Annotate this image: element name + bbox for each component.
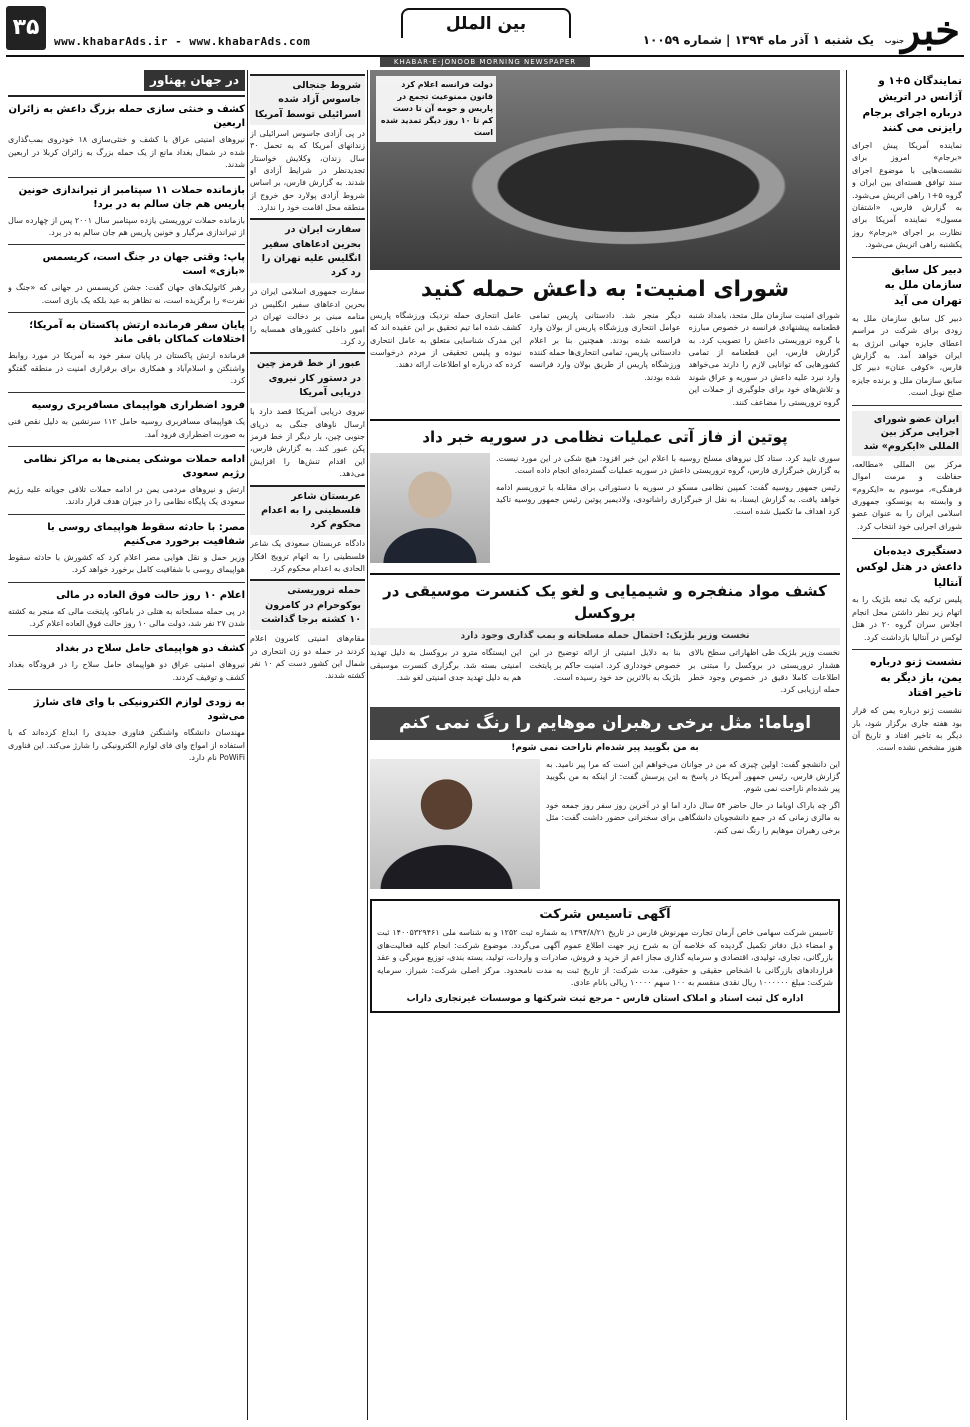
divider (8, 514, 245, 515)
brief-body: بازمانده حملات تروریستی یازده سپتامبر سال ۲۰۰۱ پس از چهارده سال از تیراندازی مرگبار و خونین پاریس هم جان سالم به در برد. (8, 215, 245, 237)
divider (8, 582, 245, 583)
list-item (8, 251, 245, 313)
brief-body: نیروهای امنیتی عراق دو هواپیمای حامل سلاح را در فرودگاه بغداد کشف و توقیف کردند. (8, 660, 245, 682)
article-body: این دانشجو گفت: اولین چیزی که من در جوانان می‌خواهم این است که مرا پیر نامید. به گزارش فارس، رئیس جمهور آمریکا در پاسخ به این پرسش گفت: از اینکه به من بگویید پیر شده‌ام ناراحت نمی شوم. (546, 759, 840, 794)
article-body: نماینده آمریکا پیش اجرای «برجام» امروز برای نشست‌هایی با موضوع اجرای سند توافق هسته‌ای بین ایران و گروه ۵+۱ راهی اتریش می‌شود. به گزارش فارس، «اشتفان مسول» نماینده آمریکا برای نظارت بر اجرای «برجام» روز یکشنبه راهی اتریش می‌شود. (852, 141, 962, 250)
article-headline[interactable]: عربستان شاعر فلسطینی را به اعدام محکوم کرد (250, 485, 365, 536)
brief-headline[interactable]: کشف و خنثی سازی حمله بزرگ داعش به زائران اربعین (8, 104, 245, 130)
brief-body: در پی حمله مسلحانه به هتلی در باماکو، پایتخت مالی که منجر به کشته شدن ۲۷ نفر شد، دولت مالی ۱۰ روز حالت فوق العاده اعلام کرد. (8, 606, 245, 629)
divider (8, 244, 245, 245)
brief-body: ارتش و نیروهای مردمی یمن در ادامه حملات تلافی جویانه علیه رژیم سعودی یک پایگاه نظامی را در جیزان هدف قرار دادند. (8, 485, 245, 507)
divider (8, 635, 245, 636)
article-body: دبیر کل سابق سازمان ملل به زودی برای شرکت در مراسم اعطای جایزه جهانی انرژی به ایران خواهد آمد. به گزارش فارس، «کوفی عنان» دبیر کل سابق سازمان ملل و برنده جایزه صلح نوبل است. (852, 313, 962, 398)
putin-photo (370, 453, 490, 563)
photo-caption: دولت فرانسه اعلام کرد قانون ممنوعیت تجمع در پاریس و حومه آن تا دست کم تا ۱۰ روز دیگر تمدید شده است (376, 76, 496, 142)
article-body: مرکز بین المللی «مطالعه، حفاظت و مرمت اموال فرهنگی»، موسوم به «ایکروم» و وابسته به یونسکو، جمهوری اسلامی ایران را به عنوان عضو شورای اجرایی خود انتخاب کرد. (852, 459, 962, 531)
divider (852, 257, 962, 258)
logo-subtitle: جنوب (884, 37, 904, 45)
brief-body: مهندسان دانشگاه واشنگتن فناوری جدیدی را ابداع کرده‌اند که با استفاده از امواج وای فای لوازم الکترونیکی را شارژ می‌کند. این فناوری PoWiFi نام دارد. (8, 728, 245, 762)
article-headline[interactable]: عبور از خط قرمز چین در دستور کار نیروی دریایی آمریکا (250, 352, 365, 403)
obama-article (370, 759, 840, 893)
article-body: سفارت جمهوری اسلامی ایران در بحرین ادعاهای سفیر انگلیس در منامه مبنی بر دخالت تهران در امور داخلی کشورهای همسایه را رد کرد. (250, 287, 365, 347)
article-body: نشست ژنو درباره یمن که قرار بود هفته جاری برگزار شود، بار دیگر به تاخیر افتاد و تاریخ آن هنوز مشخص نشده است. (852, 706, 962, 753)
column-divider (367, 70, 368, 1420)
site-url[interactable]: www.khabarAds.ir - www.khabarAds.com (54, 35, 311, 48)
article-body: دیگر منجر شد. دادستانی پاریس تمامی عوامل انتحاری ورزشگاه پاریس از بولان وارد فرانسه شده بودند. همچنین بنا بر اعلام دادستانی پاریس، تمامی انتحاری‌ها حمله کننده ورزشگاه پاریس از طریق بولان وارد فرانسه شده بودند. (529, 310, 681, 382)
obama-quote: به من بگویید پیر شده‌ام ناراحت نمی شوم! (511, 742, 699, 753)
article-body: رئیس جمهور روسیه گفت: کمپین نظامی مسکو در سوریه با دستوراتی برای مقابله با تروریسم ادامه خواهد یافت. به گزارش ایسنا، به نقل از خبرگزاری راشاتودی، ولادیمیر پوتین رئیس جمهور روسیه تاکید کرد اهداف ما تکمیل شده است. (496, 482, 840, 517)
divider (852, 649, 962, 650)
brief-body: وزیر حمل و نقل هوایی مصر اعلام کرد که کشورش با حادثه سقوط هواپیمای روسی با شفافیت کامل برخورد خواهد کرد. (8, 552, 245, 575)
section-title: بین الملل (401, 8, 571, 38)
brief-headline[interactable]: پایان سفر فرمانده ارتش پاکستان به آمریکا؛ اختلافات کماکان باقی ماند (29, 320, 245, 346)
center-column (370, 70, 840, 1420)
issue-date-number: یک شنبه ۱ آذر ماه ۱۳۹۴ | شماره ۱۰۰۵۹ (642, 33, 874, 47)
brussels-subheadline: نخست وزیر بلژیک: احتمال حمله مسلحانه و بمب گذاری وجود دارد (370, 628, 840, 645)
article-headline[interactable]: دبیر کل سابق سازمان ملل به تهران می آید (884, 263, 962, 308)
putin-headline[interactable]: پوتین از فاز آتی عملیات نظامی در سوریه خبر داد (422, 428, 788, 447)
list-item (8, 642, 245, 690)
left-column (8, 70, 245, 1420)
tagline: KHABAR-E-JONOOB MORNING NEWSPAPER (380, 57, 590, 67)
divider (8, 689, 245, 690)
divider (8, 177, 245, 178)
notice-title: آگهی تاسیس شرکت (539, 906, 671, 922)
divider (852, 538, 962, 539)
main-article-columns (370, 310, 840, 413)
article-body: شورای امنیت سازمان ملل متحد، بامداد شنبه قطعنامه پیشنهادی فرانسه در خصوص مبارزه با گروه تروریستی داعش را تصویب کرد. به گزارش فارس، این قطعنامه از تمامی کشورهایی که توانایی لازم را دارند می‌خواهد وارد نبرد علیه داعش در سوریه و عراق شوند و تلاش‌های خود برای جلوگیری از حملات این گروه تروریستی را مضاعف کنند. (688, 310, 840, 407)
column-divider (846, 70, 847, 1420)
mid-column (250, 70, 365, 1420)
article-body: مقام‌های امنیتی کامرون اعلام کردند در حمله دو زن انتحاری در شمال این کشور دست کم ۱۰ نفر کشته شدند. (250, 634, 365, 681)
article-body: سوری تایید کرد. ستاد کل نیروهای مسلح روسیه با اعلام این خبر افزود: هیچ شکی در این مورد نیست. به گزارش خبرگزاری فارس، گروه تروریستی داعش در سوریه عملیات گسترده‌ای انجام داده است. (496, 453, 840, 476)
brief-headline[interactable]: ادامه حملات موشکی یمنی‌ها به مراکز نظامی رژیم سعودی (23, 454, 245, 480)
article-headline[interactable]: نشست ژنو درباره یمن، باز دیگر به تاخیر افتاد (870, 655, 962, 700)
article-body: نیروی دریایی آمریکا قصد دارد با ارسال ناوهای جنگی به دریای جنوبی چین، بار دیگر از خط قرمز پکن عبور کند. به گزارش فارس، این اقدام تنش‌ها را افزایش می‌دهد. (250, 407, 365, 479)
divider (852, 405, 962, 406)
brief-body: نیروهای امنیتی عراق با کشف و خنثی‌سازی ۱۸ خودروی بمب‌گذاری شده در شمال بغداد مانع از یک حمله بزرگ به زائران کربلا در اربعین شدند. (8, 135, 245, 170)
divider (8, 446, 245, 447)
brief-headline[interactable]: مصر: با حادثه سقوط هواپیمای روسی با شفافیت برخورد می‌کنیم (47, 521, 245, 547)
list-item (8, 696, 245, 764)
article-headline[interactable]: شروط جنجالی جاسوس آزاد شده اسرائیلی توسط آمریکا (250, 74, 365, 125)
divider (370, 573, 840, 575)
company-registration-notice (370, 899, 840, 1014)
brief-body: رهبر کاتولیک‌های جهان گفت: جشن کریسمس در جهانی که «جنگ و نفرت» را برگزیده است، نه تظاهر به عید بلکه یک بازی است. (8, 283, 245, 305)
list-item (8, 589, 245, 637)
article-body: بنا به دلایل امنیتی از ارائه توضیح در این خصوص خودداری کرد. امنیت حاکم بر پایتخت بلژیک به بالاترین حد خود رسیده است. (529, 648, 681, 683)
section-banner-wrap (8, 70, 245, 97)
right-column (852, 70, 962, 1420)
list-item (8, 399, 245, 447)
security-council-photo (370, 70, 840, 270)
article-headline[interactable]: دستگیری دیده‌بان داعش در هتل لوکس آنتالیا (856, 545, 962, 589)
article-body: پلیس ترکیه یک تبعه بلژیک را به اتهام زیر نظر داشتن محل انجام اجلاس سران گروه ۲۰ در هتل لوکس در آنتالیا بازداشت کرد. (852, 595, 962, 642)
article-headline[interactable]: حمله تروریستی بوکوحرام در کامرون ۱۰ کشته برجا گذاشت (250, 579, 365, 630)
brief-headline[interactable]: کشف دو هواپیمای حامل سلاح در بغداد (55, 643, 245, 655)
list-item (8, 184, 245, 246)
brief-headline[interactable]: اعلام ۱۰ روز حالت فوق العاده در مالی (56, 589, 245, 601)
masthead (6, 6, 964, 54)
main-headline[interactable]: شورای امنیت: به داعش حمله کنید (420, 277, 790, 302)
article-headline[interactable]: ایران عضو شورای اجرایی مرکز بین المللی «ایکروم» شد (852, 411, 962, 456)
brussels-article-columns (370, 647, 840, 701)
article-body: عامل انتحاری حمله نزدیک ورزشگاه پاریس کشف شده اما تیم تحقیق بر این عقیده اند که این مدرک شناسایی متعلق به عامل انتحاری نبوده و پلیس تحقیقی از مردم درخواست کرده که درباره او اطلاعات ارائه دهند. (370, 310, 522, 370)
article-body: نخست وزیر بلژیک طی اظهاراتی سطح بالای هشدار تروریستی در بروکسل را مبتنی بر اطلاعات کاملا دقیق در خصوص وجود خطر حمله ارزیابی کرد. (688, 648, 840, 695)
list-item (8, 103, 245, 177)
brief-headline[interactable]: بازمانده حملات ۱۱ سپتامبر از تیراندازی خونین پاریس هم جان سالم به در برد! (18, 184, 245, 210)
notice-footer: اداره کل ثبت اسناد و املاک استان فارس - مرجع ثبت شرکتها و موسسات غیرتجاری داراب (406, 994, 804, 1005)
putin-article (370, 453, 840, 567)
list-item (8, 319, 245, 393)
obama-headline[interactable]: اوباما: مثل برخی رهبران موهایم را رنگ نمی کنم (370, 707, 840, 740)
brussels-headline[interactable]: کشف مواد منفجره و شیمیایی و لغو یک کنسرت موسیقی در بروکسل (383, 581, 827, 622)
column-divider (247, 70, 248, 1420)
divider (370, 419, 840, 421)
brief-headline[interactable]: به زودی لوازم الکترونیکی با وای فای شارژ می‌شود (33, 697, 245, 723)
news-briefs-list (8, 103, 245, 764)
notice-body: تاسیس شرکت سهامی خاص آرمان تجارت مهرنوش فارس در تاریخ ۱۳۹۴/۸/۲۱ به شماره ثبت ۱۲۵۲ و به شناسه ملی ۱۴۰۰۵۳۲۹۴۶۱ ثبت و امضاء ذیل دفاتر تکمیل گردیده که خلاصه آن به شرح زیر جهت اطلاع عموم آگهی می‌گردد. موضوع شرکت: انجام کلیه فعالیت‌های بازرگانی، تجاری، تولیدی، اقتصادی و سرمایه گذاری مجاز اعم از خرید و فروش، صادرات و واردات، تولید، بسته بندی، توزیع مویرگی و عقد قراردادهای بازرگانی با اشخاص حقیقی و حقوقی. مدت شرکت: از تاریخ ثبت به مدت نامحدود. مرکز اصلی شرکت: شیراز. سرمایه شرکت: مبلغ ۱۰۰۰۰۰۰ ریال نقدی منقسم به ۱۰۰ سهم ۱۰۰۰۰ ریالی بانام عادی. (377, 928, 833, 987)
list-item (8, 521, 245, 583)
divider (8, 312, 245, 313)
brief-headline[interactable]: پاپ: وقتی جهان در جنگ است، کریسمس «بازی» است (42, 252, 245, 278)
divider (8, 392, 245, 393)
article-headline[interactable]: سفارت ایران در بحرین ادعاهای سفیر انگلیس علیه تهران را رد کرد (250, 218, 365, 283)
article-body: اگر چه باراک اوباما در حال حاضر ۵۴ سال دارد اما او در آخرین روز سفر روز جمعه خود به مالزی زمانی که در جمع دانشجویان دانشگاهی برای سخنرانی حضور داشت گفت: مثل برخی رهبران موهایم را رنگ نمی کنم. (546, 800, 840, 835)
section-banner: در جهان پهناور (144, 70, 245, 91)
brief-body: فرمانده ارتش پاکستان در پایان سفر خود به آمریکا در مورد روابط واشنگتن و اسلام‌آباد و همکاری برای برقراری امنیت در منطقه گفتگو کرد. (8, 351, 245, 385)
article-headline[interactable]: نمایندگان ۵+۱ و آژانس در اتریش درباره اجرای برجام رایزنی می کنند (862, 75, 962, 135)
page-number: ۳۵ (6, 6, 46, 50)
brief-body: یک هواپیمای مسافربری روسیه حامل ۱۱۲ سرنشین به دلیل نقص فنی به صورت اضطراری فرود آمد. (8, 417, 245, 439)
article-body: دادگاه عربستان سعودی یک شاعر فلسطینی را به اتهام ترویج افکار الحادی به اعدام محکوم کرد. (250, 539, 365, 574)
article-body: در پی آزادی جاسوس اسرائیلی از زندانهای آمریکا که به تحمل ۳۰ سال زندان، وکلایش خواستار تجدیدنظر در شرایط آزادی او شدند. به گزارش فارس، بر اساس شروط آزادی پولارد حق خروج از منطقه محل اقامت خود را ندارد. (250, 128, 365, 213)
logo-text: خبر (901, 7, 960, 54)
newspaper-logo[interactable] (884, 6, 964, 52)
list-item (8, 453, 245, 515)
article-body: این ایستگاه مترو در بروکسل به دلیل تهدید امنیتی بسته شد. برگزاری کنسرت موسیقی هم به دلیل تهدید جدی امنیتی لغو شد. (370, 648, 522, 683)
brief-headline[interactable]: فرود اضطراری هواپیمای مسافربری روسیه (31, 400, 245, 412)
obama-photo (370, 759, 540, 889)
